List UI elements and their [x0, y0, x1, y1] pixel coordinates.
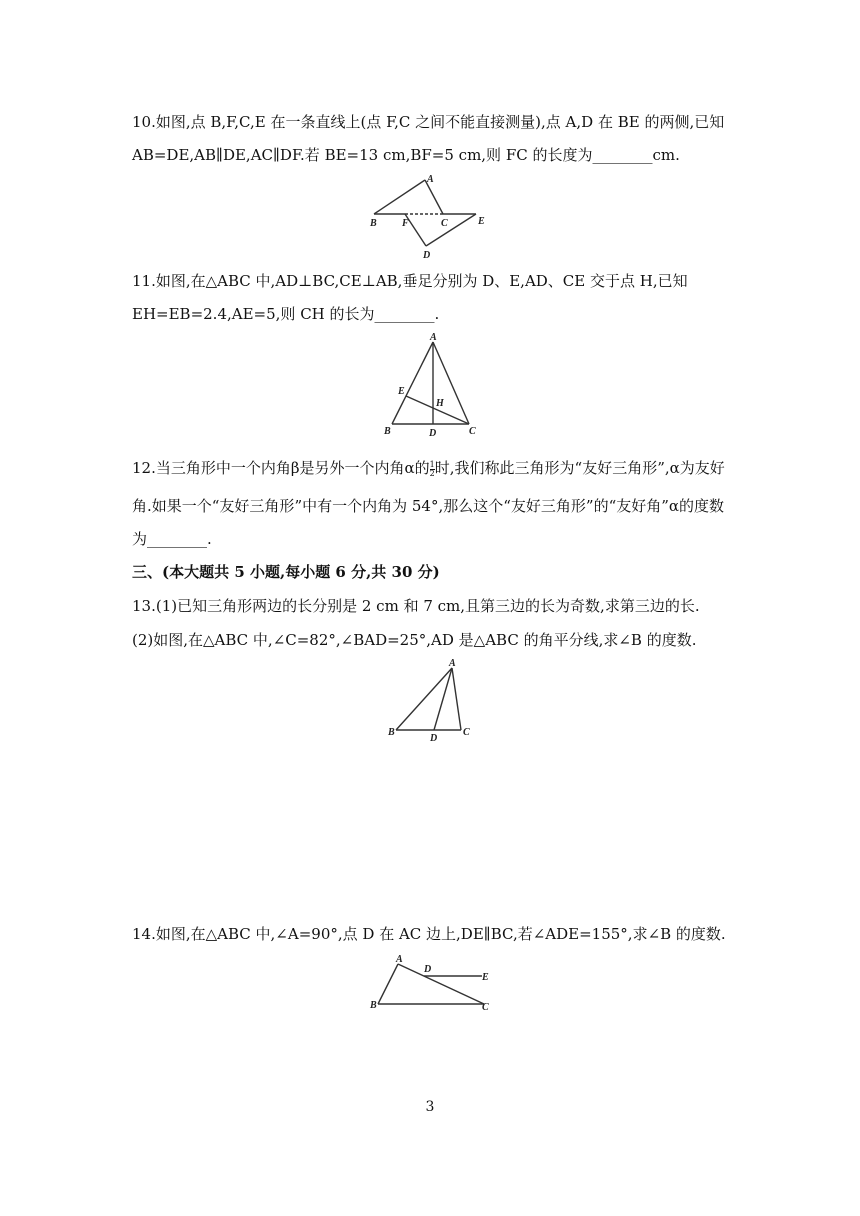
q10-figure	[360, 170, 500, 262]
q13-text-line-1: 13.(1)已知三角形两边的长分别是 2 cm 和 7 cm,且第三边的长为奇数,求第三边的长.	[132, 597, 700, 615]
q14-text-line-1: 14.如图,在△ABC 中,∠A=90°,点 D 在 AC 边上,DE∥BC,若∠ADE=155°,求∠B 的度数.	[132, 925, 726, 943]
page-number: 3	[425, 1099, 435, 1115]
q13-label-c: C	[463, 727, 470, 738]
q13-label-b: B	[388, 727, 395, 738]
q13-text-line-2: (2)如图,在△ABC 中,∠C=82°,∠BAD=25°,AD 是△ABC 的角平分线,求∠B 的度数.	[132, 631, 697, 649]
q10-label-f: F	[402, 218, 409, 229]
q14-label-b: B	[370, 1000, 377, 1011]
q13-label-d: D	[430, 733, 438, 744]
q10-label-e: E	[478, 216, 485, 227]
q11-label-h: H	[436, 398, 444, 409]
q14-label-a: A	[396, 954, 403, 965]
q14-figure	[362, 948, 502, 1016]
q14-label-e: E	[482, 972, 489, 983]
q12-text-line-1	[132, 458, 725, 478]
q10-text-line-1: 10.如图,点 B,F,C,E 在一条直线上(点 F,C 之间不能直接测量),点 A,D 在 BE 的两侧,已知	[132, 113, 725, 131]
q10-label-b: B	[370, 218, 377, 229]
q12-fraction-numerator: 1	[429, 459, 435, 469]
q11-text-line-2: EH=EB=2.4,AE=5,则 CH 的长为________.	[132, 305, 440, 323]
q10-label-d: D	[423, 250, 431, 261]
q12-fraction-denominator: 2	[429, 468, 435, 478]
q13-figure	[384, 656, 484, 744]
q12-text-before-fraction: 12.当三角形中一个内角β是另外一个内角α的	[132, 459, 430, 477]
q11-label-e: E	[398, 386, 405, 397]
q11-label-c: C	[469, 426, 476, 437]
q10-label-c: C	[441, 218, 448, 229]
q11-figure	[380, 330, 490, 442]
q11-label-d: D	[429, 428, 437, 439]
q12-text-line-3: 为________.	[132, 530, 212, 548]
section-3-heading: 三、(本大题共 5 小题,每小题 6 分,共 30 分)	[132, 563, 440, 581]
q11-label-b: B	[384, 426, 391, 437]
q13-label-a: A	[449, 658, 456, 669]
q12-text-line-2: 角.如果一个“友好三角形”中有一个内角为 54°,那么这个“友好三角形”的“友好角”α的度数	[132, 497, 725, 515]
q10-text-line-2: AB=DE,AB∥DE,AC∥DF.若 BE=13 cm,BF=5 cm,则 FC 的长度为________cm.	[132, 146, 680, 164]
q14-label-d: D	[424, 964, 432, 975]
q10-label-a: A	[427, 174, 434, 185]
q11-label-a: A	[430, 332, 437, 343]
q14-label-c: C	[482, 1002, 489, 1013]
q11-text-line-1: 11.如图,在△ABC 中,AD⊥BC,CE⊥AB,垂足分别为 D、E,AD、CE 交于点 H,已知	[132, 272, 688, 290]
q12-text-after-fraction: 时,我们称此三角形为“友好三角形”,α为友好	[434, 459, 725, 477]
